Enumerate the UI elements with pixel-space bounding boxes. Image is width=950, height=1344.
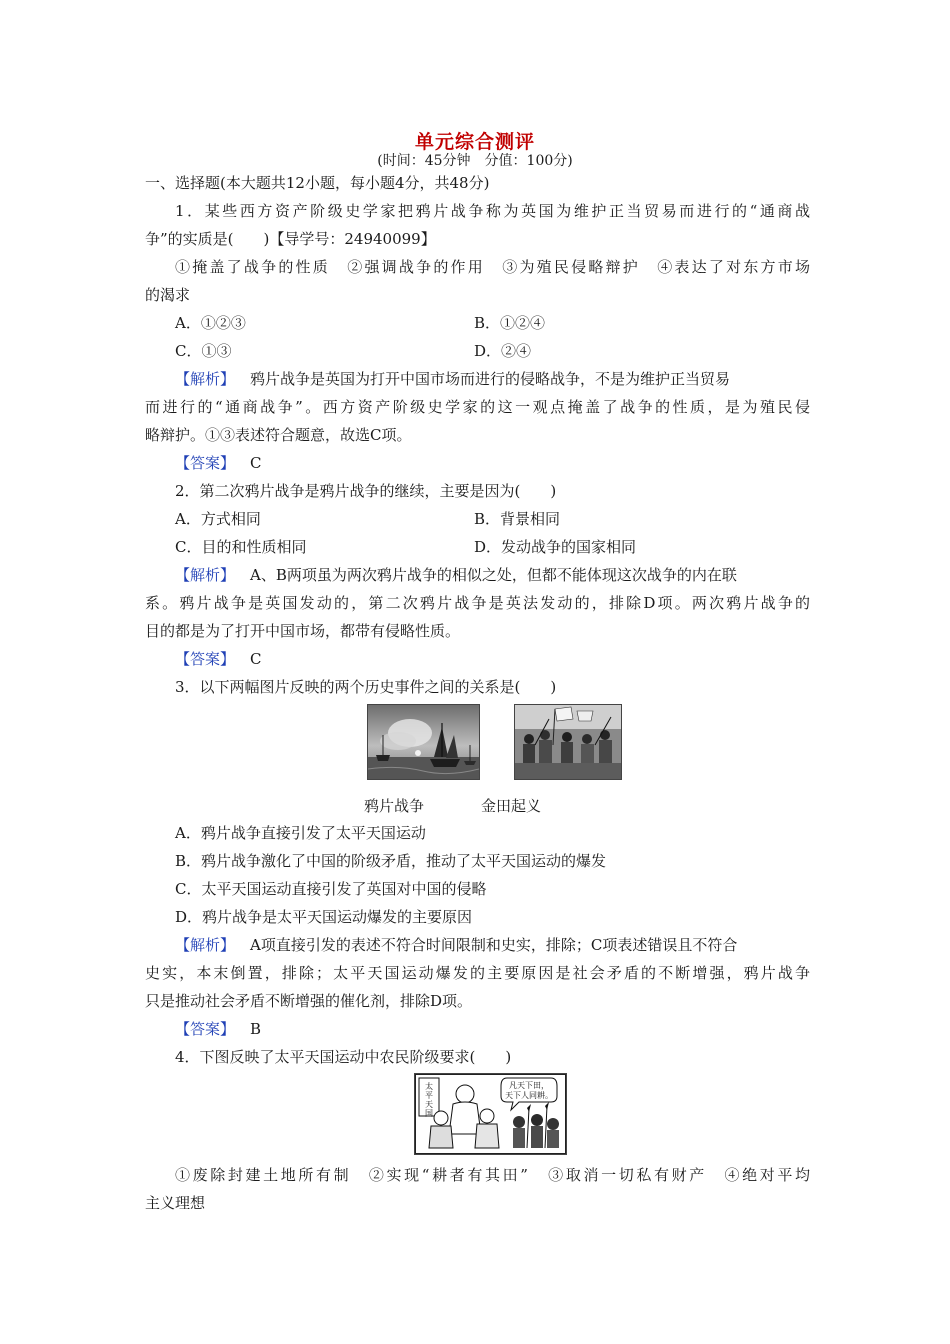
q2-stem: 2．第二次鸦片战争是鸦片战争的继续，主要是因为( ) [175, 482, 557, 500]
q3-analysis-line1 [175, 935, 810, 955]
q2-analysis-line1 [175, 565, 810, 585]
caption-opium-war: 鸦片战争 [364, 797, 425, 815]
q2-option-b: B．背景相同 [474, 510, 561, 528]
answer-tag: 【答案】 [175, 1020, 236, 1038]
q3-analysis-line2: 史实，本末倒置，排除；太平天国运动爆发的主要原因是社会矛盾的不断增强，鸦片战争 [145, 964, 810, 982]
q1-option-a: A．①②③ [175, 314, 246, 332]
q2-answer-value: C [250, 650, 262, 668]
q2-option-d: D．发动战争的国家相同 [474, 538, 637, 556]
q3-analysis-line3: 只是推动社会矛盾不断增强的催化剂，排除D项。 [145, 992, 473, 1010]
q2-analysis-line3: 目的都是为了打开中国市场，都带有侵略性质。 [145, 622, 461, 640]
q1-answer-value: C [250, 454, 262, 472]
q1-analysis-line2: 而进行的“通商战争”。西方资产阶级史学家的这一观点掩盖了战争的性质，是为殖民侵 [145, 398, 810, 416]
q2-analysis-line2: 系。鸦片战争是英国发动的，第二次鸦片战争是英法发动的，排除D项。两次鸦片战争的 [145, 594, 810, 612]
cartoon-sign-text: 太平天国 [425, 1082, 433, 1118]
q1-answer [175, 453, 810, 473]
q3-stem: 3．以下两幅图片反映的两个历史事件之间的关系是( ) [175, 678, 557, 696]
q1-option-d: D．②④ [474, 342, 532, 360]
answer-tag: 【答案】 [175, 650, 236, 668]
answer-tag: 【答案】 [175, 454, 236, 472]
page-title: 单元综合测评 [414, 131, 535, 153]
q3-option-d: D．鸦片战争是太平天国运动爆发的主要原因 [175, 908, 473, 926]
analysis-tag: 【解析】 [175, 370, 236, 388]
section-heading: 一、选择题(本大题共12小题，每小题4分，共48分) [145, 174, 490, 192]
q1-analysis-text: 鸦片战争是英国为打开中国市场而进行的侵略战争，不是为维护正当贸易 [250, 370, 731, 388]
taiping-cartoon [414, 1073, 567, 1155]
cartoon-bubble-line1: 凡天下田， [509, 1081, 549, 1090]
opium-war-painting [367, 704, 480, 780]
q2-option-c: C．目的和性质相同 [175, 538, 307, 556]
q1-items-line2: 的渴求 [145, 286, 191, 304]
q2-option-a: A．方式相同 [175, 510, 261, 528]
q3-option-c: C．太平天国运动直接引发了英国对中国的侵略 [175, 880, 487, 898]
q1-analysis-line3: 略辩护。①③表述符合题意，故选C项。 [145, 426, 412, 444]
analysis-tag: 【解析】 [175, 936, 236, 954]
q3-option-b: B．鸦片战争激化了中国的阶级矛盾，推动了太平天国运动的爆发 [175, 852, 607, 870]
caption-jintian-uprising: 金田起义 [481, 797, 542, 815]
q1-stem-line1: 1．某些西方资产阶级史学家把鸦片战争称为英国为维护正当贸易而进行的“通商战 [175, 202, 810, 220]
q4-items-line2: 主义理想 [145, 1194, 206, 1212]
q2-answer [175, 649, 810, 669]
q2-analysis-text: A、B两项虽为两次鸦片战争的相似之处，但都不能体现这次战争的内在联 [250, 566, 737, 584]
analysis-tag: 【解析】 [175, 566, 236, 584]
q4-items-line1: ①废除封建土地所有制 ②实现“耕者有其田” ③取消一切私有财产 ④绝对平均 [175, 1166, 810, 1184]
q3-option-a: A．鸦片战争直接引发了太平天国运动 [175, 824, 426, 842]
q1-stem-line2: 争”的实质是( )【导学号：24940099】 [145, 230, 436, 248]
q1-analysis-line1 [175, 369, 810, 389]
q3-answer [175, 1019, 810, 1039]
q1-option-c: C．①③ [175, 342, 232, 360]
q1-option-b: B．①②④ [474, 314, 546, 332]
q3-answer-value: B [250, 1020, 262, 1038]
cartoon-bubble-line2: 天下人同耕。 [505, 1091, 553, 1100]
q1-items-line1: ①掩盖了战争的性质 ②强调战争的作用 ③为殖民侵略辩护 ④表达了对东方市场 [175, 258, 810, 276]
page-subtitle: (时间：45分钟 分值：100分) [377, 153, 573, 169]
jintian-uprising-painting [514, 704, 622, 780]
q3-analysis-text: A项直接引发的表述不符合时间限制和史实，排除；C项表述错误且不符合 [250, 936, 738, 954]
q4-stem: 4．下图反映了太平天国运动中农民阶级要求( ) [175, 1048, 512, 1066]
